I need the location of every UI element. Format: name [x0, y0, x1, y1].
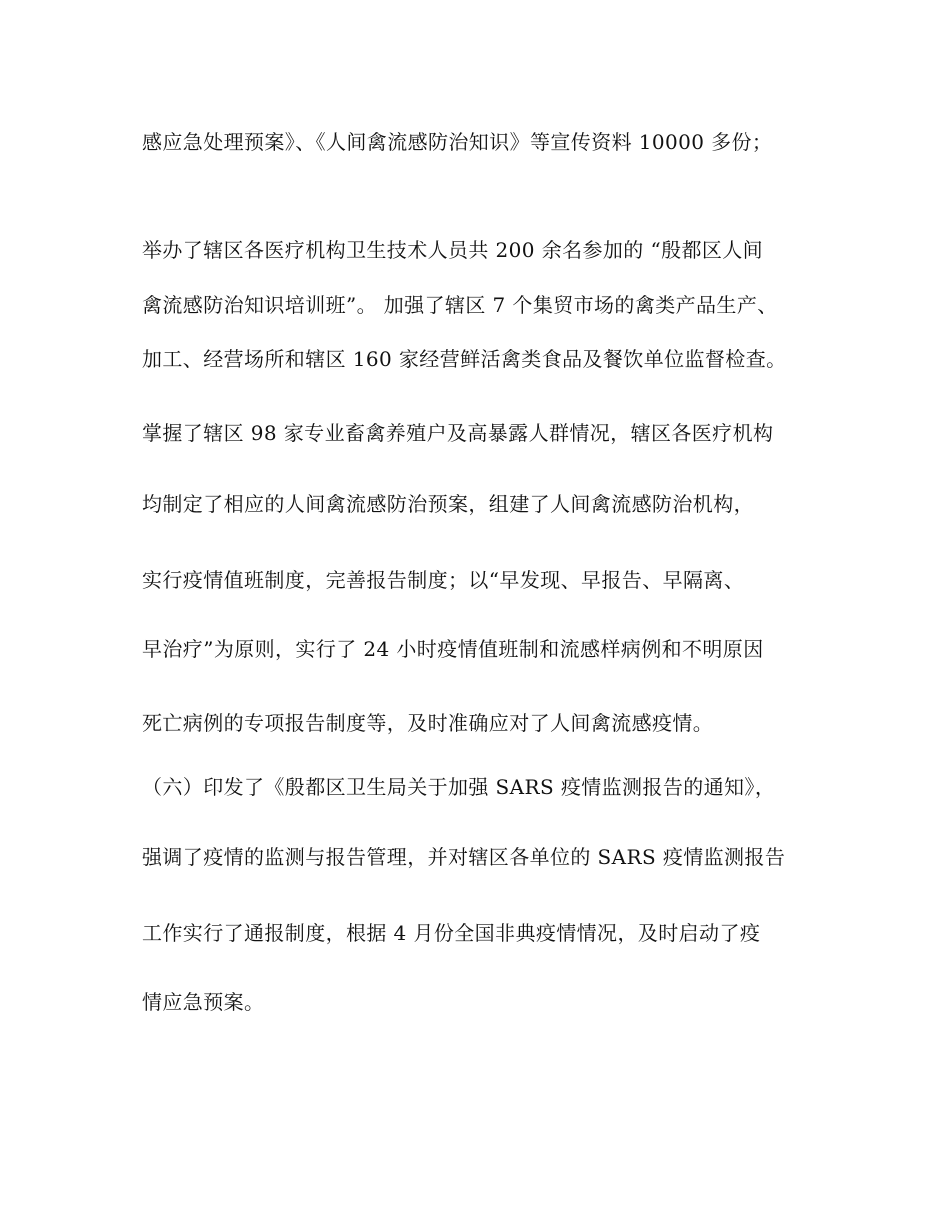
paragraph-line: 感应急处理预案》、《人间禽流感防治知识》等宣传资料 10000 多份；	[142, 130, 773, 154]
paragraph-line: 实行疫情值班制度，完善报告制度；以“早发现、早报告、早隔离、	[142, 568, 745, 592]
paragraph-line: 举办了辖区各医疗机构卫生技术人员共 200 余名参加的 “殷都区人间	[142, 238, 764, 262]
paragraph-line: 早治疗”为原则，实行了 24 小时疫情值班制和流感样病例和不明原因	[142, 637, 764, 661]
paragraph-line: 工作实行了通报制度，根据 4 月份全国非典疫情情况，及时启动了疫	[142, 921, 761, 945]
paragraph-line: 禽流感防治知识培训班”。 加强了辖区 7 个集贸市场的禽类产品生产、	[142, 293, 778, 317]
paragraph-line: 掌握了辖区 98 家专业畜禽养殖户及高暴露人群情况，辖区各医疗机构	[142, 421, 774, 445]
section-heading-line: （六）印发了《殷都区卫生局关于加强 SARS 疫情监测报告的通知》，	[142, 775, 776, 799]
paragraph-line: 加工、经营场所和辖区 160 家经营鲜活禽类食品及餐饮单位监督检查。	[142, 347, 787, 371]
paragraph-line: 均制定了相应的人间禽流感防治预案，组建了人间禽流感防治机构，	[142, 492, 754, 516]
paragraph-line: 强调了疫情的监测与报告管理，并对辖区各单位的 SARS 疫情监测报告	[142, 845, 786, 869]
paragraph-line: 死亡病例的专项报告制度等，及时准确应对了人间禽流感疫情。	[142, 711, 714, 735]
paragraph-line: 情应急预案。	[142, 990, 265, 1014]
